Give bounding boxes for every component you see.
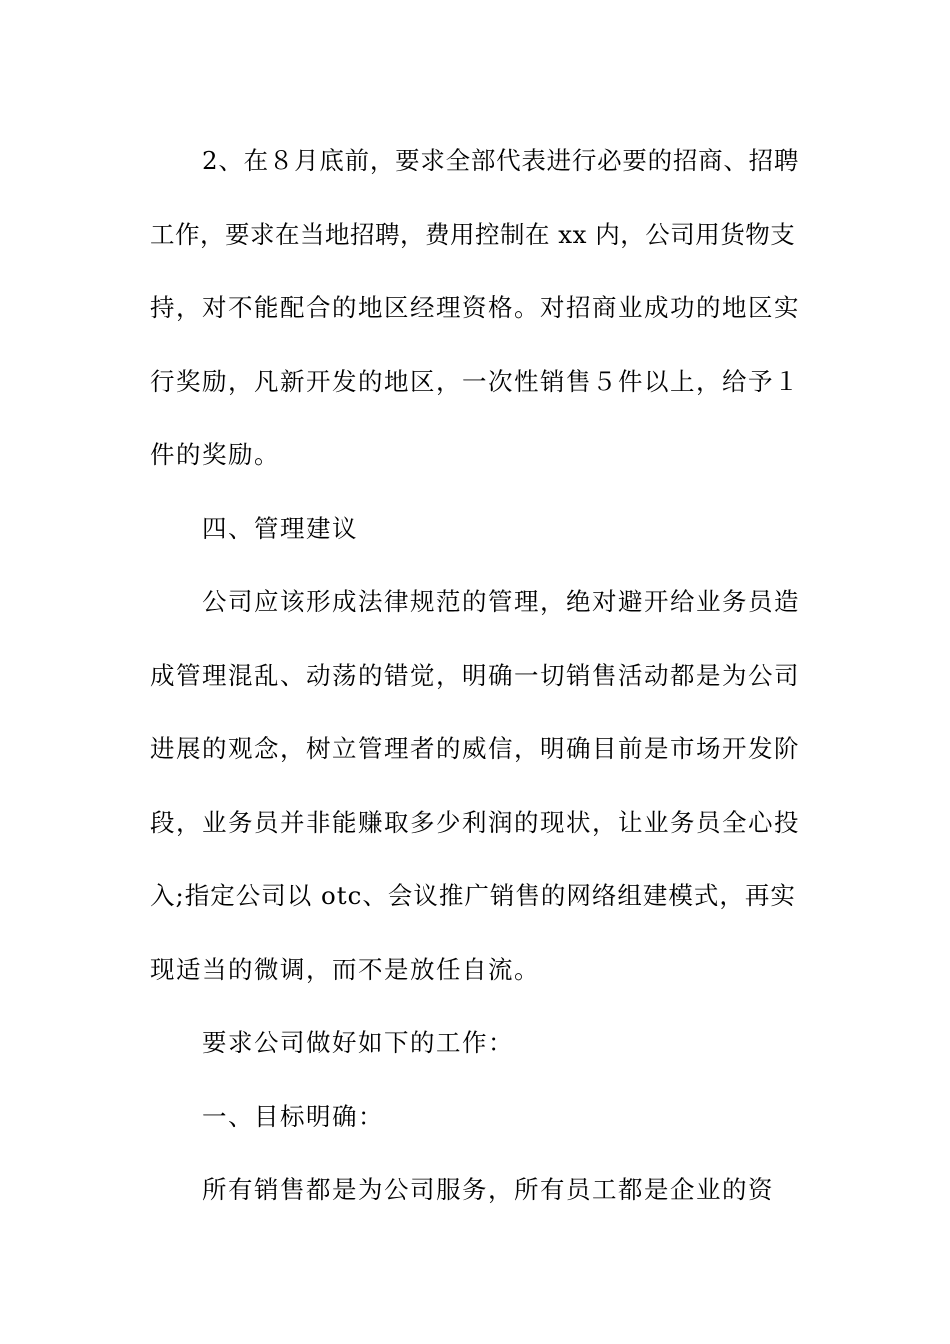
- text-line: 行奖励，凡新开发的地区，一次性销售５件以上，给予１: [150, 366, 800, 396]
- heading-line: 四、管理建议: [202, 513, 358, 543]
- document-body: [150, 124, 802, 1227]
- text-line: 2、在８月底前，要求全部代表进行必要的招商、招聘: [202, 146, 800, 175]
- text-line: 工作，要求在当地招聘，费用控制在 xx 内，公司用货物支: [150, 219, 796, 249]
- text-line: 进展的观念，树立管理者的威信，明确目前是市场开发阶: [150, 734, 800, 763]
- text-line: 段，业务员并非能赚取多少利润的现状，让业务员全心投: [150, 807, 800, 837]
- paragraph-requirements-intro: [150, 1006, 802, 1080]
- text-line: 入;指定公司以 otc、会议推广销售的网络组建模式，再实: [150, 881, 796, 910]
- heading-line: 一、目标明确：: [202, 1101, 384, 1131]
- text-line: 成管理混乱、动荡的错觉，明确一切销售活动都是为公司: [150, 660, 800, 690]
- text-line: 要求公司做好如下的工作：: [202, 1028, 514, 1057]
- paragraph-recruitment: [150, 124, 802, 492]
- text-line: 公司应该形成法律规范的管理，绝对避开给业务员造: [202, 587, 800, 616]
- text-line: 持，对不能配合的地区经理资格。对招商业成功的地区实: [150, 293, 800, 322]
- section-heading-management-advice: [150, 492, 802, 566]
- subheading-clear-goals: [150, 1080, 802, 1154]
- text-line: 现适当的微调，而不是放任自流。: [150, 954, 540, 984]
- paragraph-sales-service: [150, 1153, 802, 1227]
- text-line: 件的奖励。: [150, 440, 280, 469]
- paragraph-management: [150, 565, 802, 1006]
- text-line: 所有销售都是为公司服务，所有员工都是企业的资: [202, 1175, 774, 1204]
